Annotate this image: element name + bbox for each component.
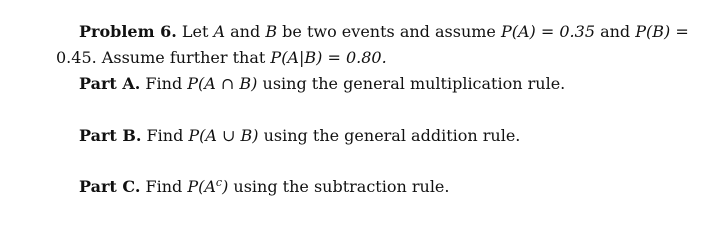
- and-text-2: and: [595, 22, 636, 41]
- part-c-expression-base: P(A: [187, 177, 216, 196]
- part-c-text-before: Find: [140, 177, 188, 196]
- problem-statement-line-2: [56, 47, 387, 69]
- problem-heading: Problem 6.: [79, 22, 177, 41]
- and-text: and: [225, 22, 266, 41]
- probability-b-expression: P(B) =: [635, 22, 689, 41]
- part-a-expression: P(A ∩ B): [187, 74, 258, 93]
- part-a-line: [79, 73, 565, 95]
- assume-text: Assume further that: [96, 48, 271, 67]
- part-c-line: [79, 176, 449, 198]
- problem-statement-line-1: [79, 21, 689, 43]
- conditional-probability-expression: P(A|B) = 0.80.: [270, 48, 387, 67]
- part-b-text-before: Find: [141, 126, 189, 145]
- part-a-label: Part A.: [79, 74, 141, 93]
- complement-superscript: c: [215, 176, 223, 189]
- part-c-text-after: using the subtraction rule.: [228, 177, 450, 196]
- part-b-line: [79, 125, 520, 147]
- intro-text-2: be two events and assume: [277, 22, 501, 41]
- part-b-label: Part B.: [79, 126, 142, 145]
- probability-b-value: 0.45.: [56, 48, 97, 67]
- part-b-text-after: using the general addition rule.: [258, 126, 521, 145]
- event-b: B: [265, 22, 278, 41]
- part-a-text-after: using the general multiplication rule.: [257, 74, 566, 93]
- part-b-expression: P(A ∪ B): [188, 126, 259, 145]
- part-a-text-before: Find: [140, 74, 188, 93]
- event-a: A: [213, 22, 226, 41]
- probability-a-expression: P(A) = 0.35: [500, 22, 595, 41]
- part-c-label: Part C.: [79, 177, 141, 196]
- intro-text: Let: [181, 22, 214, 41]
- part-c-expression-close: ): [222, 177, 229, 196]
- part-c-expression: [187, 177, 228, 196]
